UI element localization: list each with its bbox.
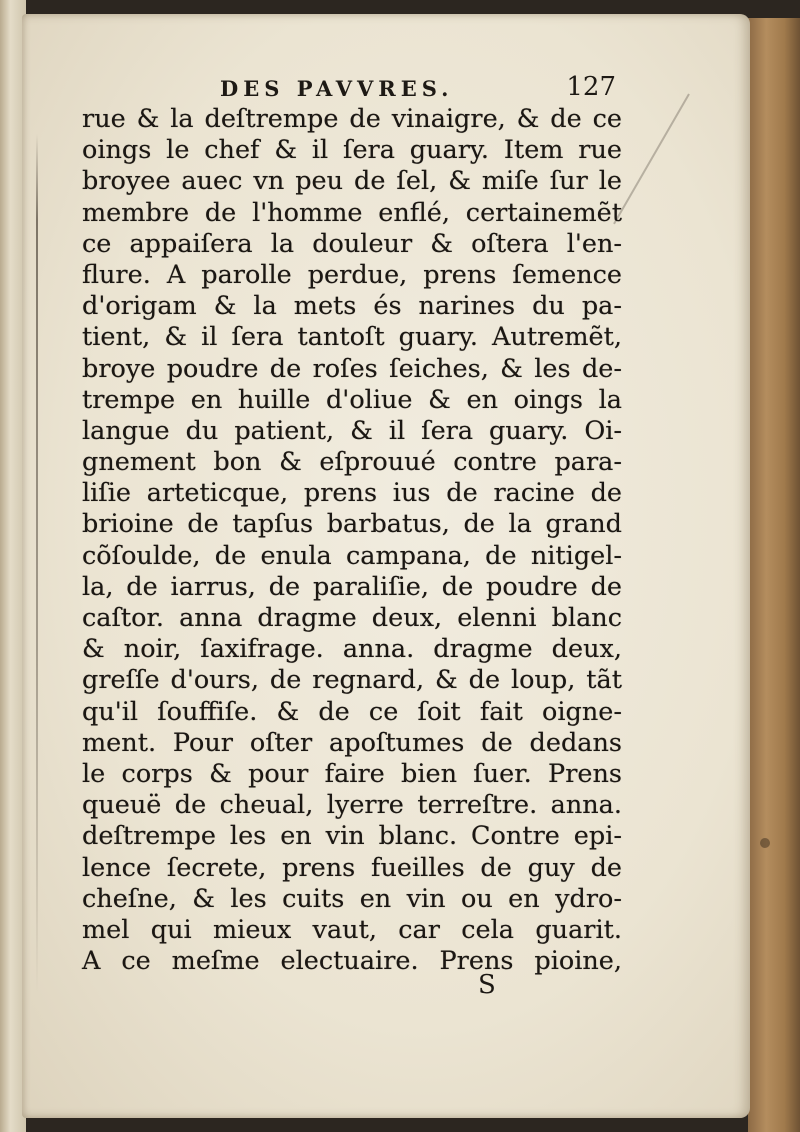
text-line: A ce meſme electuaire. Prens pioine, <box>82 946 622 977</box>
pencil-mark <box>613 94 690 225</box>
page-number: 127 <box>566 72 616 102</box>
text-line: qu'il ſouffiſe. & de ce ſoit fait oigne- <box>82 696 622 727</box>
text-line: rue & la deſtrempe de vinaigre, & de ce <box>82 104 622 134</box>
text-line: lence ſecrete, prens fueilles de guy de <box>82 852 622 883</box>
text-line: oings le chef & il ſera guary. Item rue <box>82 135 622 166</box>
text-line: ment. Pour oſter apoſtumes de dedans <box>82 727 622 758</box>
text-line: brioine de tapſus barbatus, de la grand <box>82 509 622 540</box>
text-line: le corps & pour faire bien ſuer. Prens <box>82 758 622 789</box>
text-line: tient, & il ſera tantoſt guary. Autremẽt, <box>82 322 622 353</box>
running-title: DES PAVVRES. <box>220 76 454 101</box>
text-line: membre de l'homme enflé, certainemẽt <box>82 197 622 228</box>
text-line: greſſe d'ours, de regnard, & de loup, tãt <box>82 665 622 696</box>
text-line: & noir, ſaxifrage. anna. dragme deux, <box>82 634 622 665</box>
text-line: ce appaiſera la douleur & oſtera l'en- <box>82 228 622 259</box>
text-line: broye poudre de roſes ſeiches, & les de- <box>82 353 622 384</box>
text-line: caſtor. anna dragme deux, elenni blanc <box>82 603 622 633</box>
body-text <box>82 104 622 977</box>
text-line: deſtrempe les en vin blanc. Contre epi- <box>82 821 622 852</box>
text-line: mel qui mieux vaut, car cela guarit. <box>82 914 622 945</box>
margin-rule <box>36 134 38 994</box>
signature-mark: S <box>478 970 496 1000</box>
ink-stain <box>760 838 770 848</box>
text-line: cõſoulde, de enula campana, de nitigel- <box>82 540 622 571</box>
text-line: trempe en huille d'oliue & en oings la <box>82 384 622 415</box>
text-line: flure. A parolle perdue, prens ſemence <box>82 259 622 290</box>
text-line: liſie arteticque, prens ius de racine de <box>82 478 622 509</box>
text-line: gnement bon & eſprouué contre para- <box>82 447 622 478</box>
text-line: d'origam & la mets és narines du pa- <box>82 291 622 322</box>
text-line: cheſne, & les cuits en vin ou en ydro- <box>82 883 622 914</box>
text-line: la, de iarrus, de paraliſie, de poudre de <box>82 571 622 602</box>
text-line: queuë de cheual, lyerre terreſtre. anna. <box>82 790 622 821</box>
text-line: langue du patient, & il ſera guary. Oi- <box>82 415 622 446</box>
text-line: broyee auec vn peu de ſel, & miſe ſur le <box>82 166 622 197</box>
right-book-edge <box>748 18 800 1132</box>
